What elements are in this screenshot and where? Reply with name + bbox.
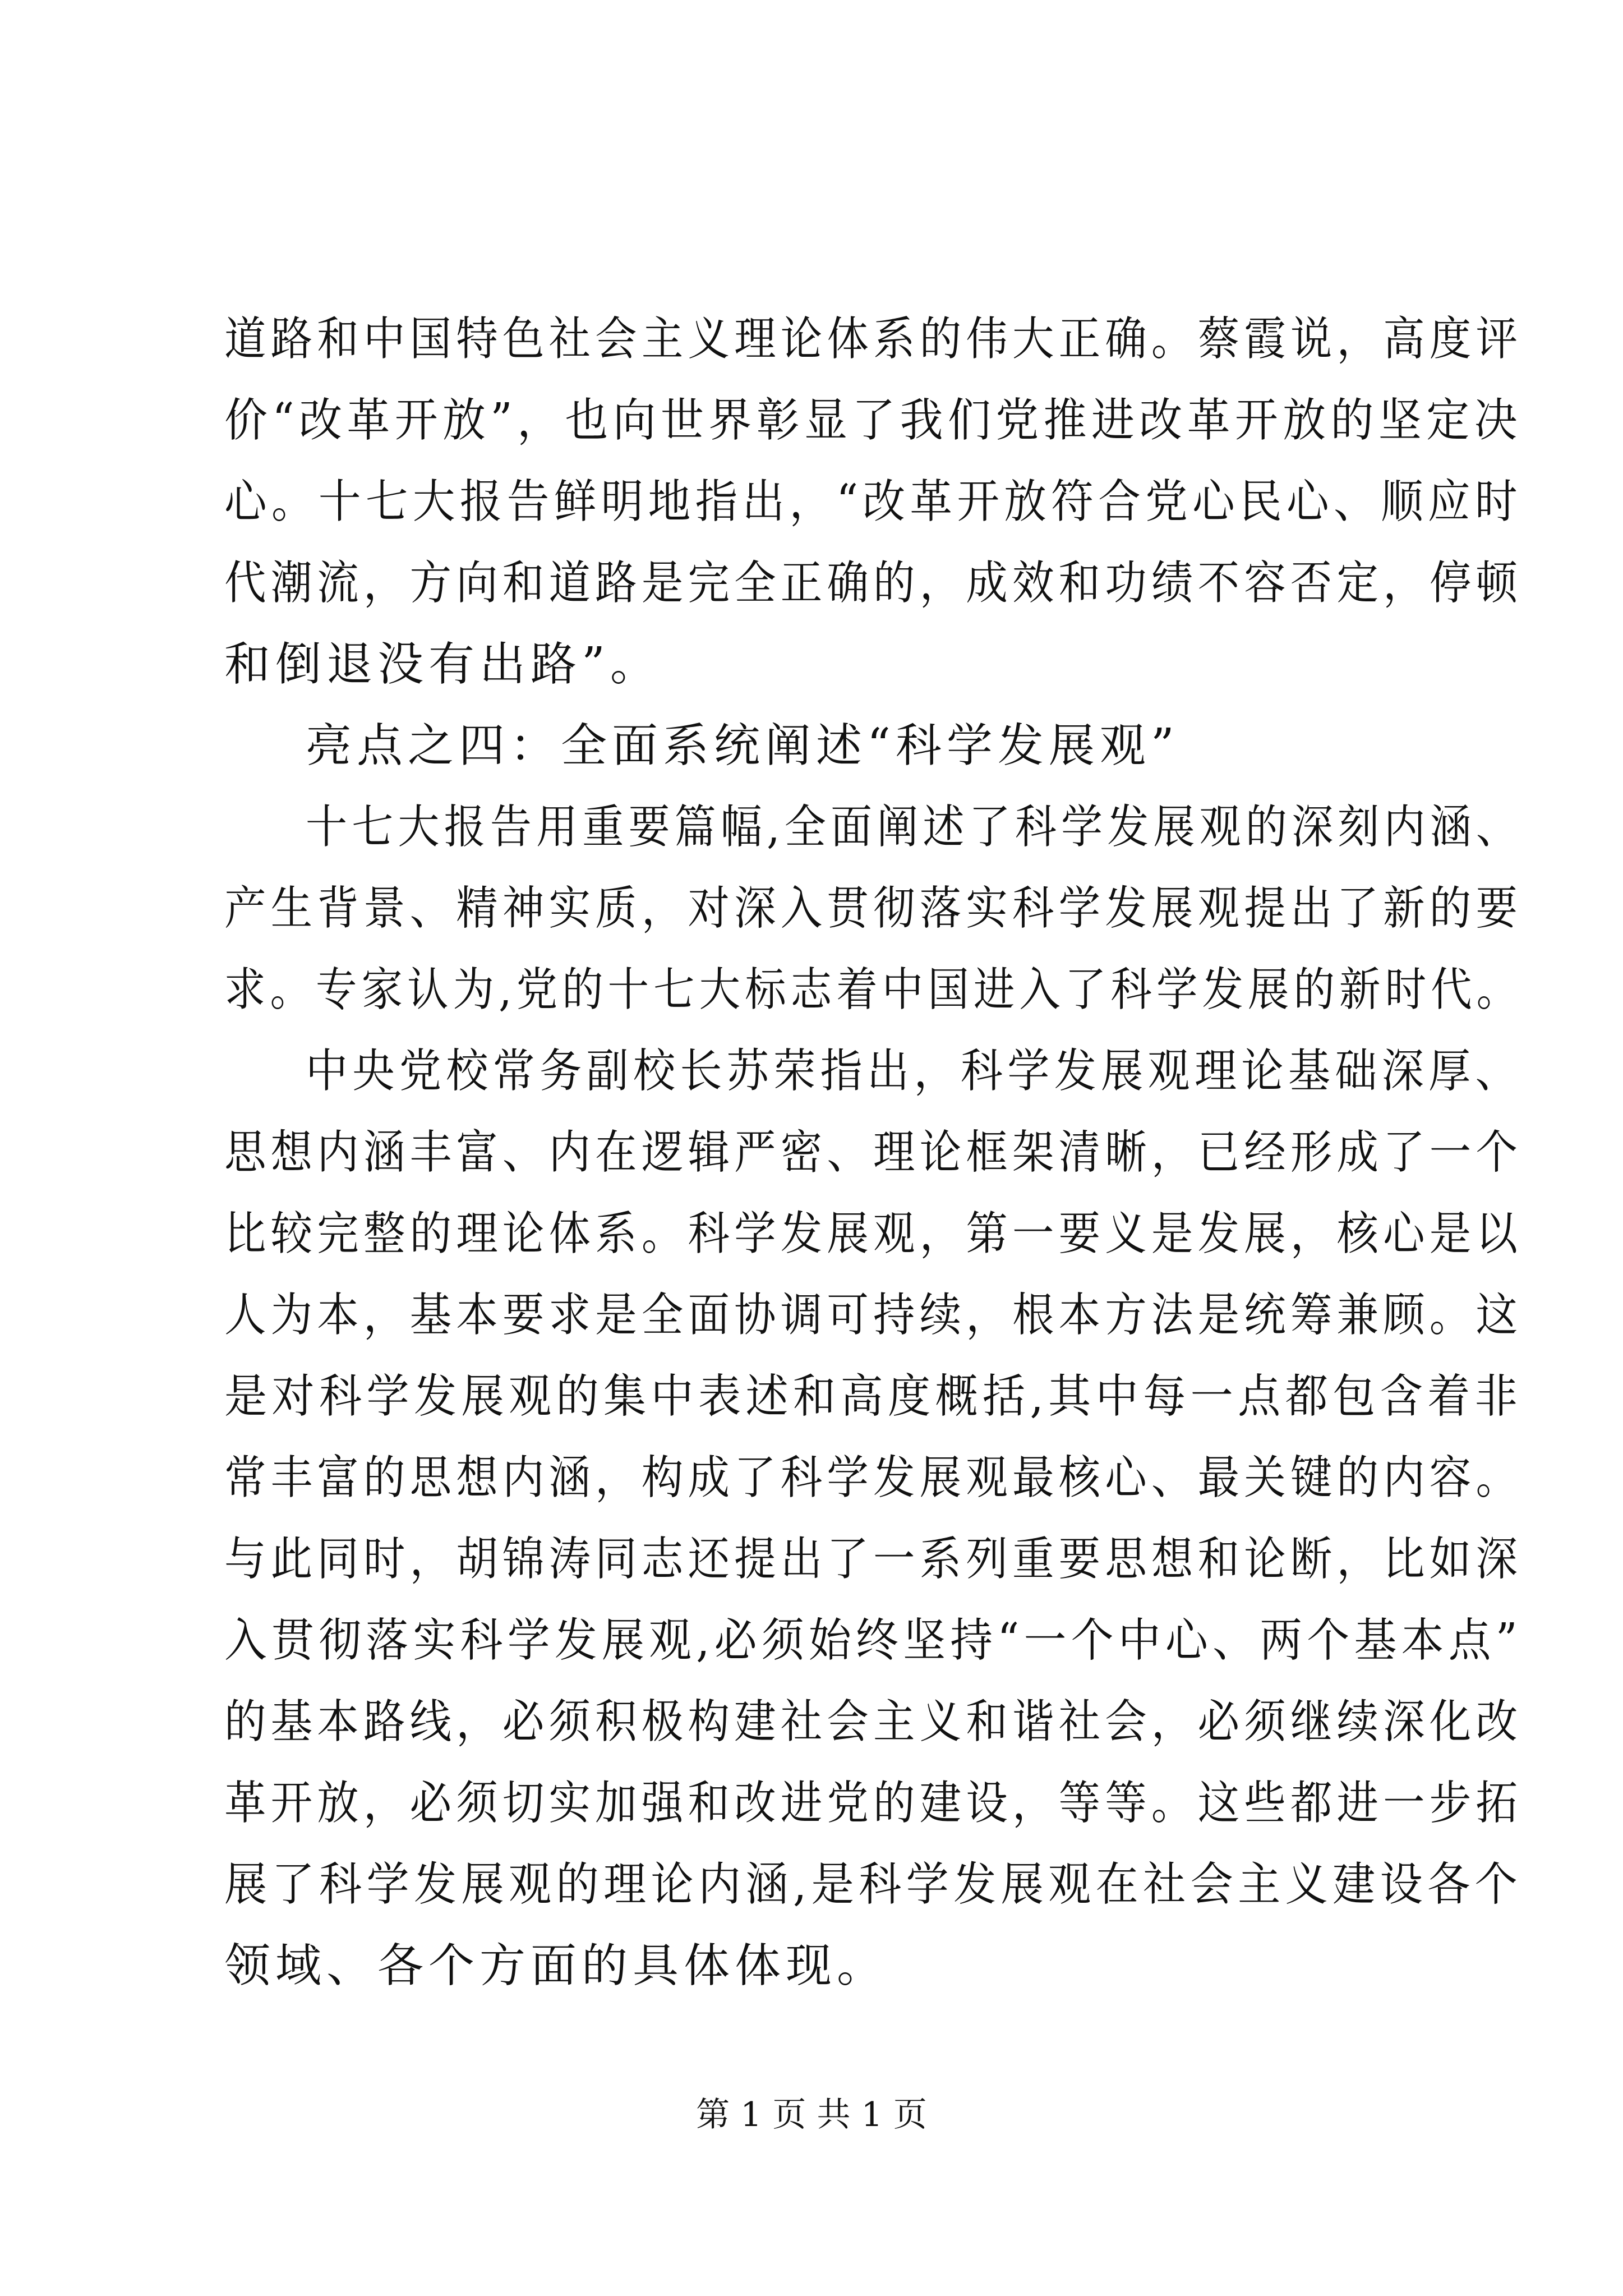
text-line: 与此同时，胡锦涛同志还提出了一系列重要思想和论断，比如深 [224, 1533, 1523, 1586]
text-line: 领域、各个方面的具体体现。 [224, 1939, 888, 1993]
text-line: 是对科学发展观的集中表述和高度概括,其中每一点都包含着非 [224, 1370, 1523, 1423]
section-heading: 亮点之四：全面系统阐述“科学发展观” [306, 719, 1179, 772]
page-number-footer: 第 1 页 共 1 页 [696, 2095, 927, 2134]
text-line: 展了科学发展观的理论内涵,是科学发展观在社会主义建设各个 [224, 1858, 1523, 1911]
text-line: 产生背景、精神实质，对深入贯彻落实科学发展观提出了新的要 [224, 882, 1523, 935]
text-line: 思想内涵丰富、内在逻辑严密、理论框架清晰，已经形成了一个 [224, 1126, 1523, 1179]
text-line: 常丰富的思想内涵，构成了科学发展观最核心、最关键的内容。 [224, 1451, 1523, 1504]
text-line: 道路和中国特色社会主义理论体系的伟大正确。蔡霞说，高度评 [224, 312, 1523, 366]
text-line: 的基本路线，必须积极构建社会主义和谐社会，必须继续深化改 [224, 1695, 1523, 1749]
text-line: 比较完整的理论体系。科学发展观，第一要义是发展，核心是以 [224, 1207, 1523, 1260]
text-line: 中央党校常务副校长苏荣指出，科学发展观理论基础深厚、 [306, 1045, 1522, 1098]
text-line: 求。专家认为,党的十七大标志着中国进入了科学发展的新时代。 [224, 963, 1523, 1016]
text-line: 入贯彻落实科学发展观,必须始终坚持“一个中心、两个基本点” [224, 1614, 1522, 1667]
text-line: 十七大报告用重要篇幅,全面阐述了科学发展观的深刻内涵、 [306, 800, 1523, 854]
text-line: 人为本，基本要求是全面协调可持续，根本方法是统筹兼顾。这 [224, 1289, 1523, 1342]
text-line: 和倒退没有出路”。 [224, 638, 661, 691]
text-line: 代潮流，方向和道路是完全正确的，成效和功绩不容否定，停顿 [224, 556, 1523, 610]
text-line: 革开放，必须切实加强和改进党的建设，等等。这些都进一步拓 [224, 1777, 1523, 1830]
text-line: 心。十七大报告鲜明地指出，“改革开放符合党心民心、顺应时 [224, 475, 1522, 528]
text-line: 价“改革开放”，也向世界彰显了我们党推进改革开放的坚定决 [224, 394, 1522, 447]
